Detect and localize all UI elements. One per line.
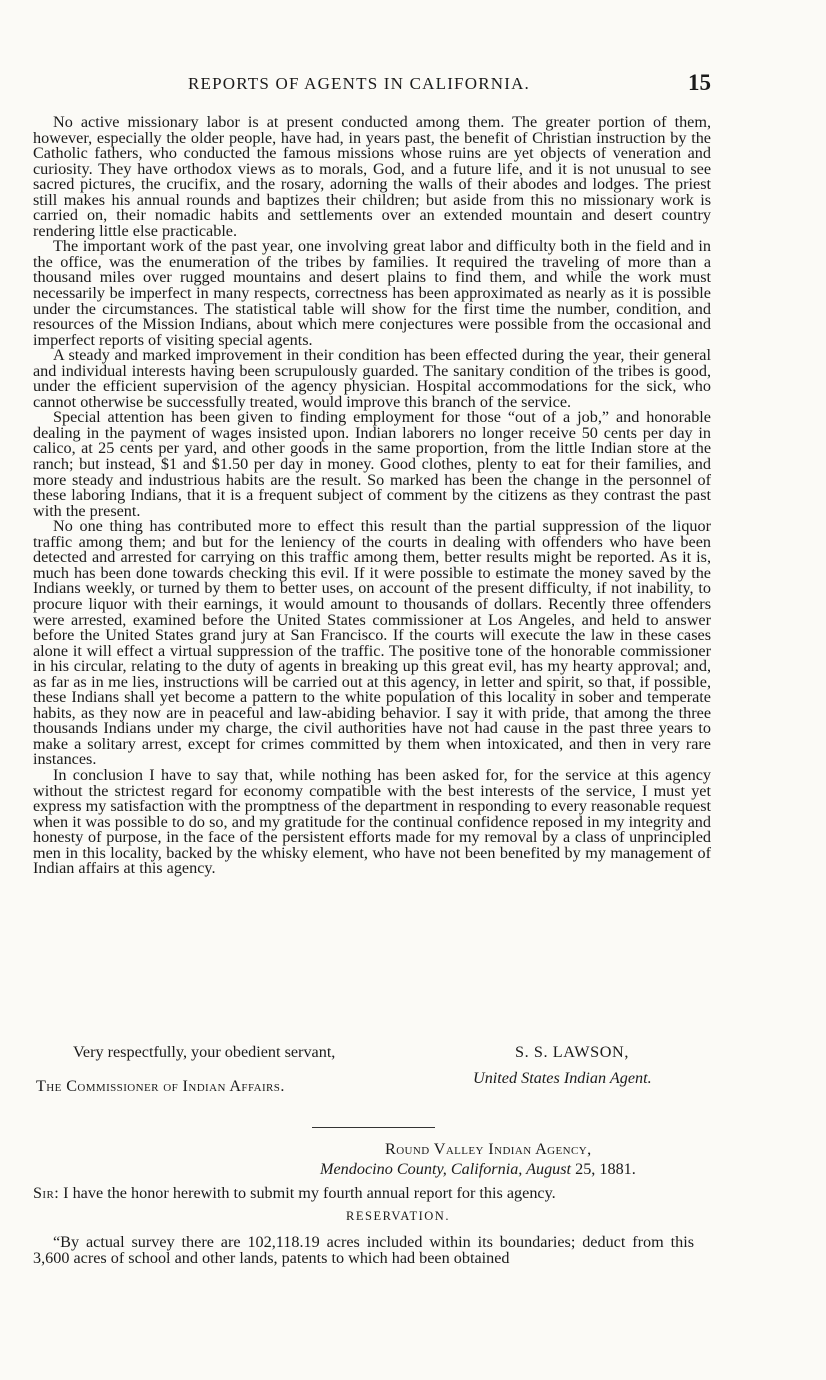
- complimentary-close: Very respectfully, your obedient servant,: [73, 1043, 336, 1061]
- paragraph-liquor-traffic: No one thing has contributed more to effect this result than the partial suppression of the liquor traffic among them; and but for the leniency of the courts in dealing with offenders who have been detected and arrested for carrying on this traffic among them, better results might be reported. As it is, much has been done towards checking this evil. If it were possible to estimate the money saved by the Indians weekly, or turned by them to better uses, on account of the present difficulty, if not inability, to procure liquor with their earnings, it would amount to thousands of dollars. Recently three offenders were arrested, examined before the United States commissioner at Los Angeles, and held to answer before the United States grand jury at San Francisco. If the courts will execute the law in these cases alone it will effect a virtual suppression of the traffic. The positive tone of the honorable commissioner in his circular, relating to the duty of agents in breaking up this great evil, has my hearty approval; and, as far as in me lies, instructions will be carried out at this agency, in letter and spirit, so that, if possible, these Indians shall yet become a pattern to the white population of this locality in sober and temperate habits, as they now are in peaceful and law-abiding behavior. I say it with pride, that among the three thousands Indians under my charge, the civil authorities have not had cause in the past three years to make a solitary arrest, except for crimes committed by them when intoxicated, and then in very rare instances.: [33, 517, 711, 769]
- section-heading: [0, 1209, 826, 1224]
- agency-location: [320, 1160, 636, 1179]
- reservation-paragraph-text: “By actual survey there are 102,118.19 acres included within its boundaries; deduct from this 3,600 acres of school and other lands, patents to which had been obtained: [33, 1233, 694, 1267]
- reservation-paragraph: [33, 1234, 694, 1266]
- page-number: 15: [688, 70, 711, 95]
- section-heading-text: RESERVATION.: [346, 1209, 450, 1223]
- paragraph-improvement: A steady and marked improvement in their condition has been effected during the year, their general and individual interests having been scrupulously guarded. The sanitary condition of the tribes is good, under the efficient supervision of the agency physician. Hospital accommodations for the sick, who cannot otherwise be successfully treated, would improve this branch of the service.: [33, 346, 711, 411]
- salutation: Sir:: [33, 1184, 60, 1202]
- agency-location-place: Mendocino County, California, August: [320, 1160, 572, 1178]
- signature-title: United States Indian Agent.: [473, 1069, 652, 1087]
- paragraph-conclusion: In conclusion I have to say that, while nothing has been asked for, for the service at this agency without the strictest regard for economy compatible with the best interests of the service, I must yet express my satisfaction with the promptness of the department in responding to every reasonable request when it was possible to do so, and my gratitude for the continual confidence reposed in my integrity and honesty of purpose, in the face of the persistent efforts made for my removal by a class of unprincipled men in this locality, backed by the whisky element, who have not been benefited by my management of Indian affairs at this agency.: [33, 765, 711, 878]
- salutation-line: [33, 1184, 556, 1203]
- paragraph-missionary-labor: No active missionary labor is at present conducted among them. The greater portion of them, however, especially the older people, have had, in years past, the benefit of Christian instruction by the Catholic fathers, who conducted the famous missions whose ruins are yet objects of veneration and curiosity. They have orthodox views as to morals, God, and a future life, and it is not unusual to see sacred pictures, the crucifix, and the rosary, adorning the walls of their abodes and lodges. The priest still makes his annual rounds and baptizes their children; but aside from this no missionary work is carried on, their nomadic habits and settlements over an extended mountain and desert country rendering little else practicable.: [33, 113, 711, 240]
- signature-name: S. S. LAWSON,: [515, 1043, 629, 1061]
- addressee: The Commissioner of Indian Affairs.: [36, 1077, 285, 1095]
- page-header: [0, 70, 826, 100]
- report-body: [33, 115, 711, 877]
- running-title: REPORTS OF AGENTS IN CALIFORNIA.: [188, 74, 530, 93]
- opening-line: I have the honor herewith to submit my fourth annual report for this agency.: [63, 1184, 556, 1202]
- closing-block: [0, 1043, 826, 1103]
- agency-location-date: 25, 1881.: [575, 1160, 636, 1178]
- paragraph-enumeration: The important work of the past year, one involving great labor and difficulty both in the field and in the office, was the enumeration of the tribes by families. It required the traveling of more than a thousand miles over rugged mountains and desert plains to find them, and while the work must necessarily be imperfect in many respects, correctness has been approximated as nearly as it is possible under the circumstances. The statistical table will show for the first time the number, condition, and resources of the Mission Indians, about which mere conjectures were possible from the occasional and imperfect reports of visiting special agents.: [33, 237, 711, 349]
- section-divider: [312, 1127, 435, 1128]
- paragraph-employment: Special attention has been given to finding employment for those “out of a job,” and honorable dealing in the payment of wages insisted upon. Indian laborers no longer receive 50 cents per day in calico, at 25 cents per yard, and other goods in the same proportion, from the little Indian store at the ranch; but instead, $1 and $1.50 per day in money. Good clothes, plenty to eat for their families, and more steady and industrious habits are the result. So marked has been the change in the personnel of these laboring Indians, that it is a frequent subject of comment by the citizens as they contrast the past with the present.: [33, 408, 711, 520]
- agency-name: Round Valley Indian Agency,: [385, 1140, 592, 1158]
